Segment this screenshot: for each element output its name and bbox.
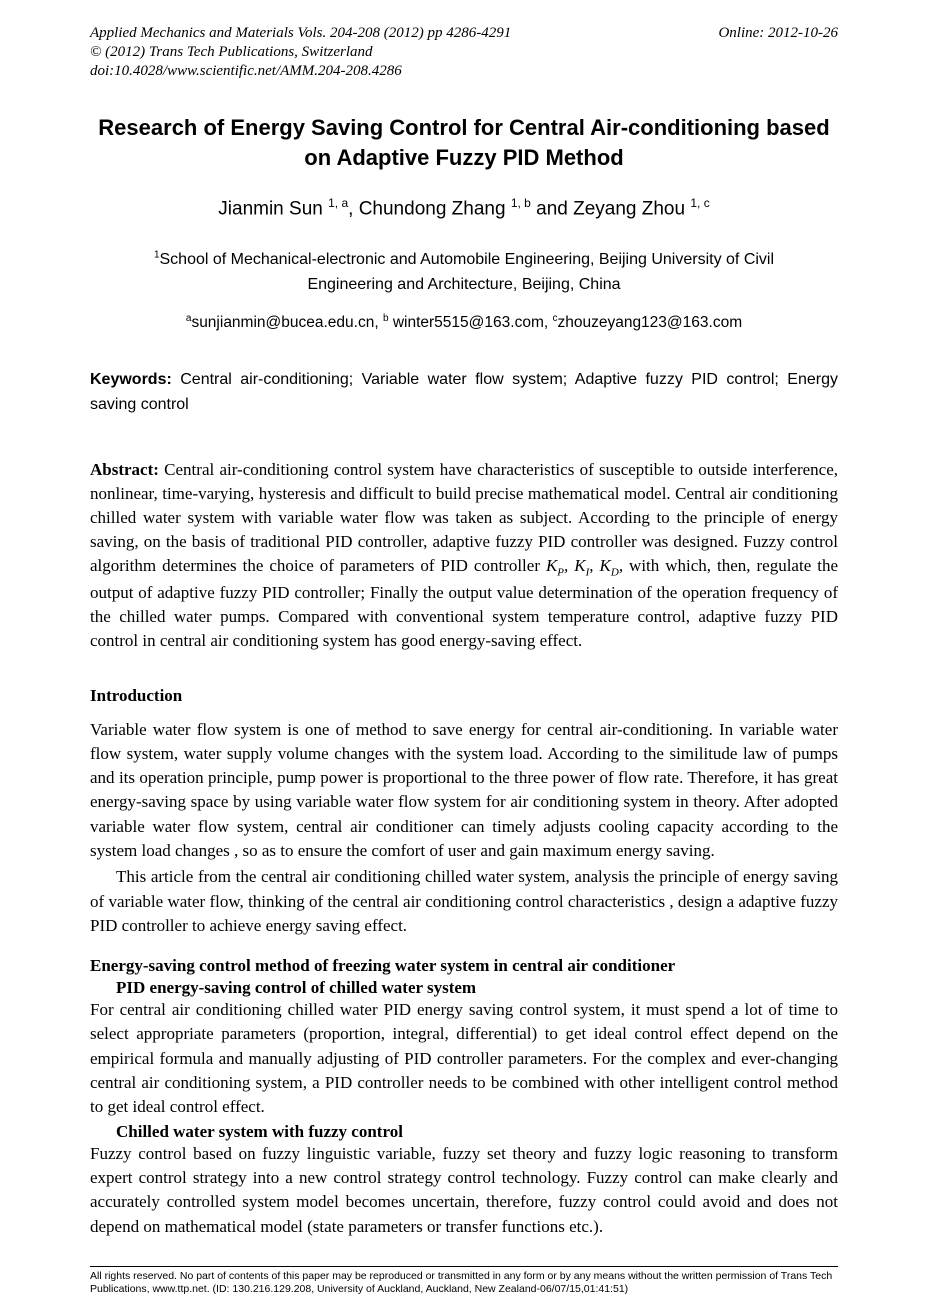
formula-subscript: I xyxy=(585,566,590,579)
journal-header xyxy=(90,24,838,81)
keywords-block xyxy=(90,368,838,418)
formula-subscript: D xyxy=(610,566,619,579)
formula-variable: K xyxy=(545,556,558,576)
affiliation-superscript: 1 xyxy=(153,249,160,261)
rights-footer-text: All rights reserved. No part of contents of this paper may be reproduced or transmitted in any form or by any means without the written permission of Trans Tech Publications, www.ttp.net. (ID: 130.216.129.208, University of Auckland, Auckland, New Zealand-06/07/15,01:41:51) xyxy=(90,1269,833,1296)
keywords-text: Central air-conditioning; Variable water flow system; Adaptive fuzzy PID control; Energy saving control xyxy=(90,371,838,413)
paper-title: Research of Energy Saving Control for Central Air-conditioning based on Adaptive Fuzzy PID Method xyxy=(98,115,830,170)
abstract-text-part2: with which, then, regulate the output of adaptive fuzzy PID controller; Finally the output value determination of the operation frequency of the chilled water pumps. Compared with conventional system temperature control, adaptive fuzzy PID control in central air conditioning system has good energy-saving effect. xyxy=(90,556,838,651)
email-c: zhouzeyang123@163.com xyxy=(557,314,743,332)
subsection-heading-fuzzy-control: Chilled water system with fuzzy control xyxy=(116,1121,403,1141)
formula-variable: K xyxy=(599,556,611,576)
formula-separator: , xyxy=(564,556,575,576)
formula-separator: , xyxy=(589,556,600,576)
rights-footer xyxy=(90,1266,838,1297)
abstract-label: Abstract: xyxy=(90,459,159,479)
author-separator: , xyxy=(348,198,359,220)
author-1-superscript: 1, a xyxy=(328,196,349,211)
abstract-block xyxy=(90,458,838,654)
email-a-superscript: a xyxy=(185,312,192,324)
section-heading-energy-saving: Energy-saving control method of freezing water system in central air conditioner xyxy=(90,956,676,976)
subsection-heading-pid-control: PID energy-saving control of chilled water system xyxy=(116,978,477,998)
pid-parameters-formula xyxy=(545,556,624,579)
fuzzy-control-paragraph: Fuzzy control based on fuzzy linguistic variable, fuzzy set theory and fuzzy logic reasoning to transform expert control strategy into a new control strategy control technology. Fuzzy control can make clearly and accurately controlled system model becomes uncertain, therefore, fuzzy control could avoid and does not depend on mathematical model (state parameters or transfer functions etc.). xyxy=(90,1143,838,1236)
email-a: sunjianmin@bucea.edu.cn, xyxy=(191,314,383,332)
formula-separator: , xyxy=(618,556,624,576)
author-3-name: Zeyang Zhou xyxy=(573,198,691,220)
section-heading-introduction: Introduction xyxy=(90,685,183,705)
online-date: Online: 2012-10-26 xyxy=(718,25,838,41)
journal-citation: Applied Mechanics and Materials Vols. 204-208 (2012) pp 4286-4291 xyxy=(90,25,512,41)
introduction-paragraph-1: Variable water flow system is one of method to save energy for central air-conditioning. In variable water flow system, water supply volume changes with the system load. According to the similitude law of pumps and its operation principle, pump power is proportional to the three power of flow rate. Therefore, it has great energy-saving space by using variable water flow system for air conditioning system in theory. After adopted variable water flow system, central air conditioner can timely adjusts cooling capacity according to the system load changes , so as to ensure the comfort of user and gain maximum energy saving. xyxy=(90,719,838,860)
formula-variable: K xyxy=(574,556,586,576)
authors-line xyxy=(90,196,838,220)
abstract-text-part1: Central air-conditioning control system have characteristics of susceptible to outside interference, nonlinear, time-varying, hysteresis and difficult to build precise mathematical model. Central air conditioning chilled water system with variable water flow was taken as subject. According to the principle of energy saving, on the basis of traditional PID controller, adaptive fuzzy PID controller was designed. Fuzzy control algorithm determines the choice of parameters of PID controller xyxy=(90,459,838,576)
affiliation-line xyxy=(90,247,838,298)
formula-subscript: P xyxy=(557,566,565,579)
author-2-name: Chundong Zhang xyxy=(358,198,511,220)
author-2-superscript: 1, b xyxy=(510,196,531,211)
keywords-label: Keywords: xyxy=(90,371,172,389)
introduction-paragraph-2: This article from the central air conditioning chilled water system, analysis the principle of energy saving of variable water flow, thinking of the central air conditioning control characteristics , design a adaptive fuzzy PID controller to achieve energy saving effect. xyxy=(90,867,838,935)
author-1-name: Jianmin Sun xyxy=(218,198,329,220)
copyright-line: © (2012) Trans Tech Publications, Switzerland xyxy=(90,44,373,60)
pid-control-paragraph: For central air conditioning chilled water PID energy saving control system, it must spend a lot of time to select appropriate parameters (proportion, integral, differential) to get ideal control effect depend on the empirical formula and manually adjusting of PID controller parameters. For the complex and ever-changing central air conditioning system, a PID controller needs to be combined with other intelligent control method to get ideal control effect. xyxy=(90,1000,838,1117)
author-3-superscript: 1, c xyxy=(690,196,710,211)
affiliation-text: School of Mechanical-electronic and Automobile Engineering, Beijing University of Civil Engineering and Architecture, Beijing, China xyxy=(159,250,775,294)
author-separator: and xyxy=(530,198,574,220)
emails-line xyxy=(90,313,838,332)
doi-line: doi:10.4028/www.scientific.net/AMM.204-208.4286 xyxy=(90,63,402,79)
email-b-superscript: b xyxy=(382,312,389,324)
email-c-superscript: c xyxy=(552,312,558,324)
email-b: winter5515@163.com, xyxy=(388,314,553,332)
